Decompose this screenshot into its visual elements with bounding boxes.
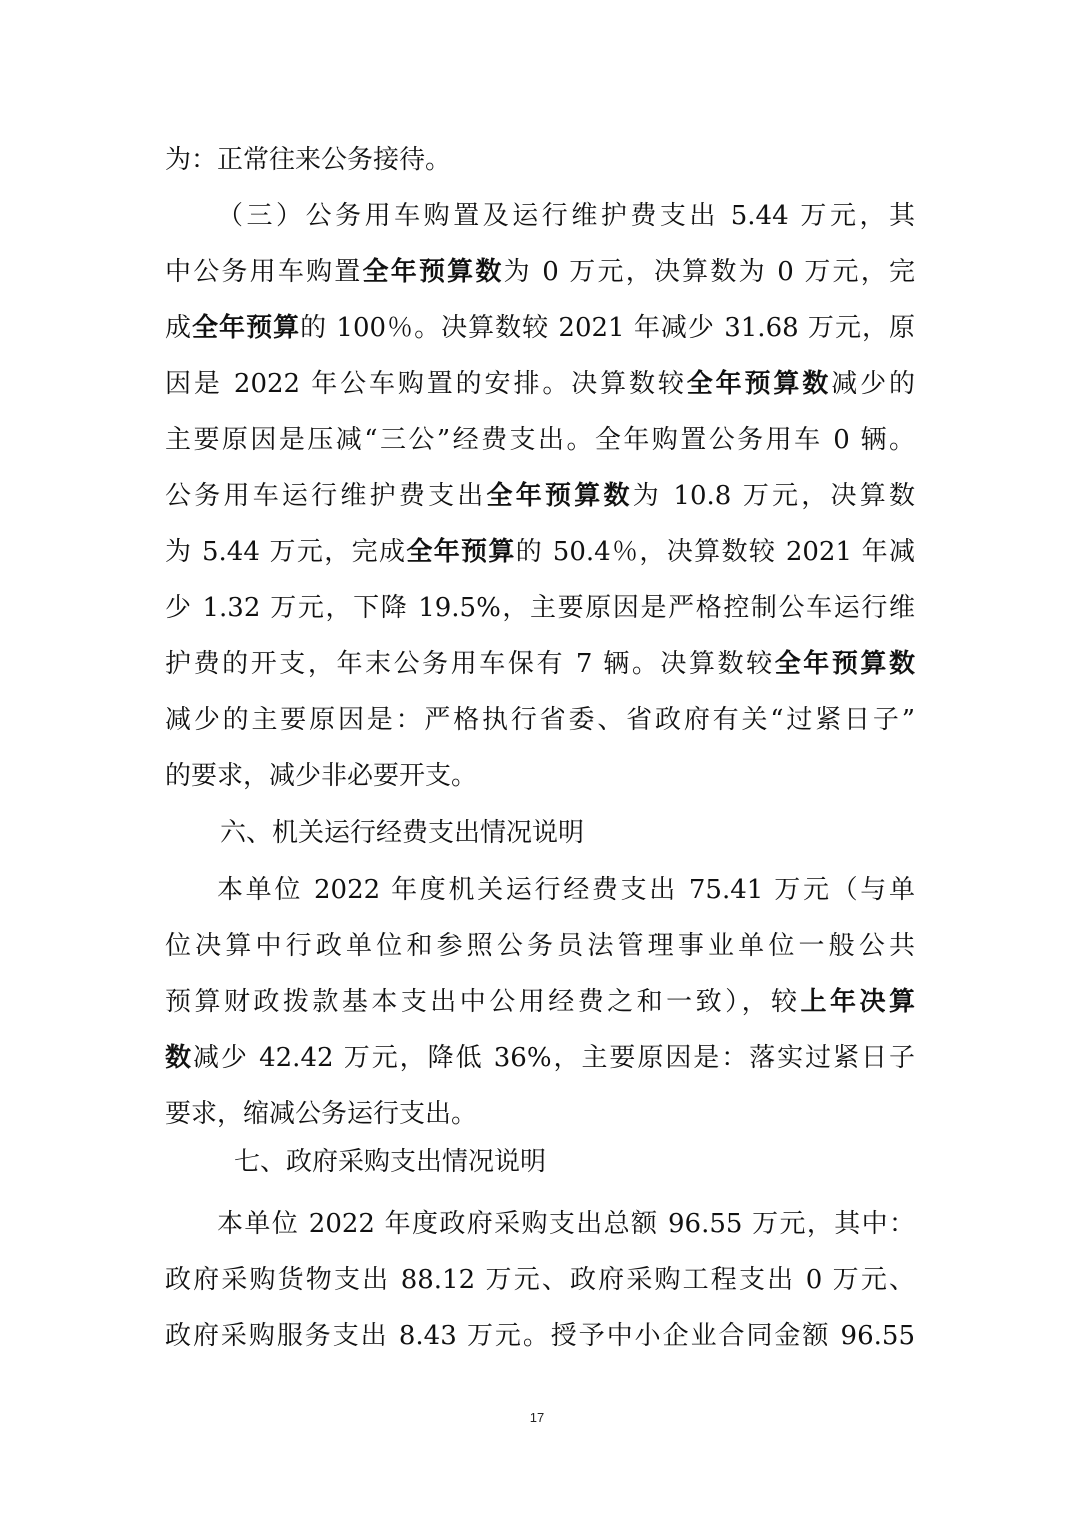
text-run: 公务用车运行维护费支出 [165,481,487,511]
text-run: 减少的 [831,369,915,399]
text-run: 主要原因是压减“三公”经费支出。全年购置公务用车 0 辆。 [165,425,915,455]
text-run: 政府采购服务支出 8.43 万元。授予中小企业合同金额 96.55 [165,1321,915,1351]
text-line [165,413,915,467]
bold-term: 全年预算数 [686,369,832,399]
bold-term: 上年决算 [800,987,915,1017]
text-run: 少 1.32 万元，下降 19.5%，主要原因是严格控制公车运行维 [165,593,915,623]
text-line [165,133,915,187]
text-run: 为 10.8 万元，决算数 [632,481,915,511]
text-run: 减少 42.42 万元，降低 36%，主要原因是：落实过紧日子 [192,1043,915,1073]
text-run: 的 100％。决算数较 2021 年减少 31.68 万元，原 [300,313,915,343]
text-line [165,749,915,803]
text-run: 的 50.4％，决算数较 2021 年减 [515,537,915,567]
text-line [165,245,915,299]
text-line [165,1087,915,1141]
text-line [165,919,915,973]
bold-term: 全年预算数 [774,649,915,679]
text-run: 为 0 万元，决算数为 0 万元，完 [503,257,915,287]
text-line [165,301,915,355]
text-line [165,637,915,691]
text-run: 本单位 2022 年度机关运行经费支出 75.41 万元（与单 [217,875,915,905]
text-line [165,469,915,523]
bold-term: 全年预算 [406,537,516,567]
section-heading-7: 七、政府采购支出情况说明 [234,1147,547,1177]
text-line [165,525,915,579]
text-line [165,1309,915,1363]
text-run: 中公务用车购置 [165,257,363,287]
text-line [165,1253,915,1307]
text-run: 减少的主要原因是：严格执行省委、省政府有关“过紧日子” [165,705,915,735]
text-run: 要求，缩减公务运行支出。 [165,1099,478,1129]
bold-term: 全年预算 [192,313,301,343]
text-line [217,1197,915,1251]
text-line [217,863,915,917]
text-run: 预算财政拨款基本支出中公用经费之和一致），较 [165,987,801,1017]
bold-term: 全年预算数 [486,481,633,511]
text-line [165,581,915,635]
text-run: 护费的开支，年末公务用车保有 7 辆。决算数较 [165,649,775,679]
text-run: 政府采购货物支出 88.12 万元、政府采购工程支出 0 万元、 [165,1265,915,1295]
text-run: 因是 2022 年公车购置的安排。决算数较 [165,369,687,399]
text-run: 位决算中行政单位和参照公务员法管理事业单位一般公共 [165,931,915,961]
text-run: 为 5.44 万元，完成 [165,537,407,567]
section-heading-6: 六、机关运行经费支出情况说明 [220,818,585,848]
text-run: 成 [165,313,193,343]
text-line [165,975,915,1029]
page-number: 17 [529,1410,545,1425]
bold-term: 全年预算数 [362,257,504,287]
text-line [217,189,915,243]
text-run: （三）公务用车购置及运行维护费支出 5.44 万元，其 [217,201,915,231]
text-line [165,357,915,411]
text-run: 本单位 2022 年度政府采购支出总额 96.55 万元，其中： [217,1209,915,1239]
bold-term: 数 [165,1043,193,1073]
text-run: 的要求，减少非必要开支。 [165,761,478,791]
text-line [165,693,915,747]
text-run: 为：正常往来公务接待。 [165,145,452,175]
text-line [165,1031,915,1085]
